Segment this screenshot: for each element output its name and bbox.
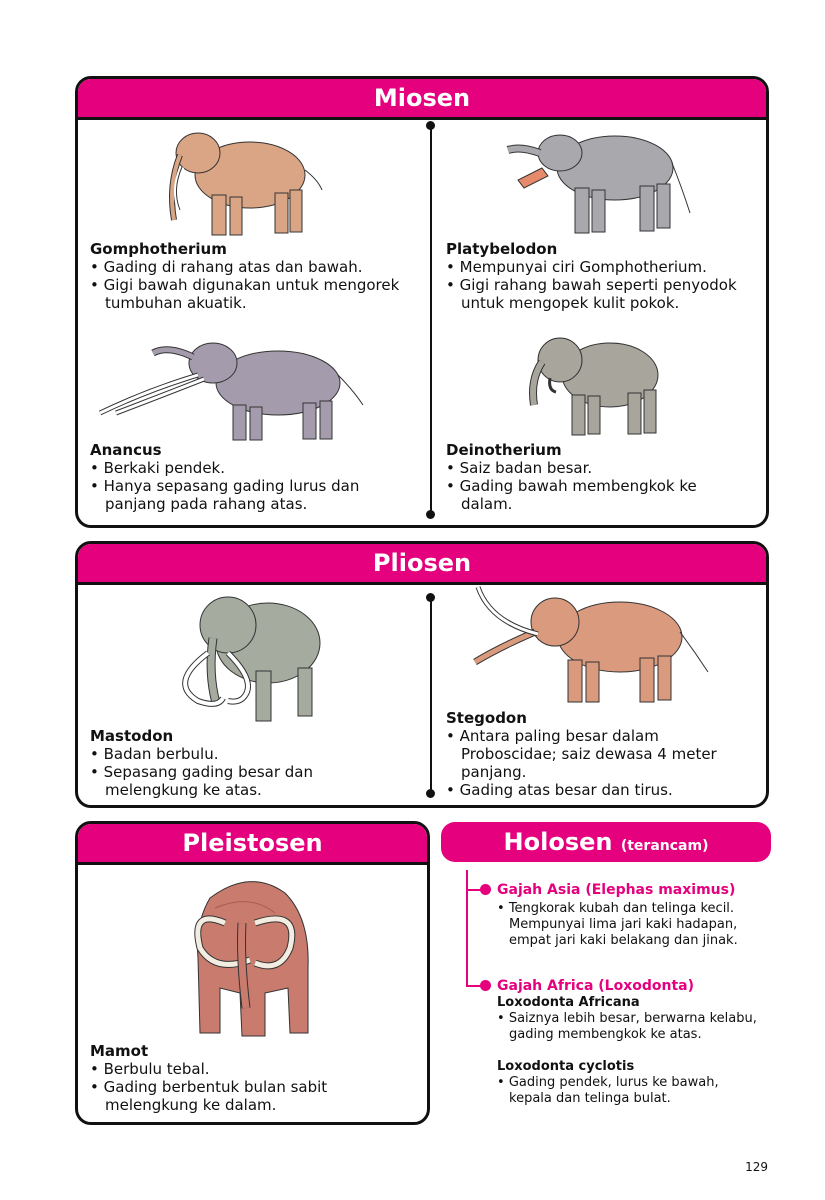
platybelodon-point: • Mempunyai ciri Gomphotherium. xyxy=(446,258,746,276)
platybelodon-entry xyxy=(446,240,746,312)
deinotherium-entry xyxy=(446,441,746,513)
stegodon-entry xyxy=(446,709,751,799)
gajah-asia-point: • Tengkorak kubah dan telinga kecil. Mempunyai lima jari kaki hadapan, empat jari kaki belakang dan jinak. xyxy=(497,901,767,949)
anancus-illustration xyxy=(98,335,373,445)
stegodon-illustration xyxy=(470,582,715,707)
pliosen-title: Pliosen xyxy=(78,544,766,585)
mastodon-point: • Badan berbulu. xyxy=(90,745,400,763)
anancus-name: Anancus xyxy=(90,441,162,459)
miosen-timeline xyxy=(430,126,432,516)
holosen-branch-dot xyxy=(480,884,491,895)
timeline-dot xyxy=(426,121,435,130)
holosen-title xyxy=(441,822,771,862)
deinotherium-point: • Saiz badan besar. xyxy=(446,459,746,477)
mammoth-illustration xyxy=(180,868,320,1043)
gomphotherium-point: • Gigi bawah digunakan untuk mengorek tumbuhan akuatik. xyxy=(90,276,410,312)
deinotherium-illustration xyxy=(520,330,670,440)
platybelodon-name: Platybelodon xyxy=(446,240,558,258)
gomphotherium-name: Gomphotherium xyxy=(90,240,227,258)
loxodonta-cyclotis-points xyxy=(497,1075,762,1107)
miosen-title: Miosen xyxy=(78,79,766,120)
anancus-point: • Hanya sepasang gading lurus dan panjang pada rahang atas. xyxy=(90,477,400,513)
gajah-asia-name: Gajah Asia (Elephas maximus) xyxy=(497,882,736,898)
loxodonta-cyclotis-point: • Gading pendek, lurus ke bawah, kepala dan telinga bulat. xyxy=(497,1075,762,1107)
loxodonta-africana-points xyxy=(497,1011,762,1043)
timeline-dot xyxy=(426,593,435,602)
mamot-entry xyxy=(90,1042,410,1114)
holosen-branch-dot xyxy=(480,980,491,991)
platybelodon-point: • Gigi rahang bawah seperti penyodok untuk mengopek kulit pokok. xyxy=(446,276,746,312)
holosen-branch-line xyxy=(466,870,468,986)
gomphotherium-illustration xyxy=(150,115,330,240)
holosen-subtitle: (terancam) xyxy=(620,838,709,854)
mamot-name: Mamot xyxy=(90,1042,149,1060)
stegodon-point: • Gading atas besar dan tirus. xyxy=(446,781,751,799)
pliosen-timeline xyxy=(430,598,432,794)
deinotherium-point: • Gading bawah membengkok ke dalam. xyxy=(446,477,746,513)
timeline-dot xyxy=(426,510,435,519)
platybelodon-illustration xyxy=(500,118,700,243)
holosen-title-text: Holosen xyxy=(503,828,613,856)
gajah-africa-name: Gajah Africa (Loxodonta) xyxy=(497,978,695,994)
anancus-point: • Berkaki pendek. xyxy=(90,459,400,477)
timeline-dot xyxy=(426,789,435,798)
mastodon-name: Mastodon xyxy=(90,727,174,745)
pleistosen-title: Pleistosen xyxy=(78,824,427,865)
gajah-asia-points xyxy=(497,901,767,949)
loxodonta-cyclotis-name: Loxodonta cyclotis xyxy=(497,1059,635,1074)
mastodon-point: • Sepasang gading besar dan melengkung ke atas. xyxy=(90,763,400,799)
mastodon-illustration xyxy=(168,583,328,728)
deinotherium-name: Deinotherium xyxy=(446,441,562,459)
gomphotherium-point: • Gading di rahang atas dan bawah. xyxy=(90,258,410,276)
stegodon-name: Stegodon xyxy=(446,709,527,727)
gomphotherium-entry xyxy=(90,240,410,312)
mastodon-entry xyxy=(90,727,400,799)
page-number: 129 xyxy=(745,1160,768,1174)
stegodon-point: • Antara paling besar dalam Proboscidae; saiz dewasa 4 meter panjang. xyxy=(446,727,751,781)
anancus-entry xyxy=(90,441,400,513)
mamot-point: • Gading berbentuk bulan sabit melengkung ke dalam. xyxy=(90,1078,410,1114)
loxodonta-africana-name: Loxodonta Africana xyxy=(497,995,640,1010)
loxodonta-africana-point: • Saiznya lebih besar, berwarna kelabu, gading membengkok ke atas. xyxy=(497,1011,762,1043)
mamot-point: • Berbulu tebal. xyxy=(90,1060,410,1078)
